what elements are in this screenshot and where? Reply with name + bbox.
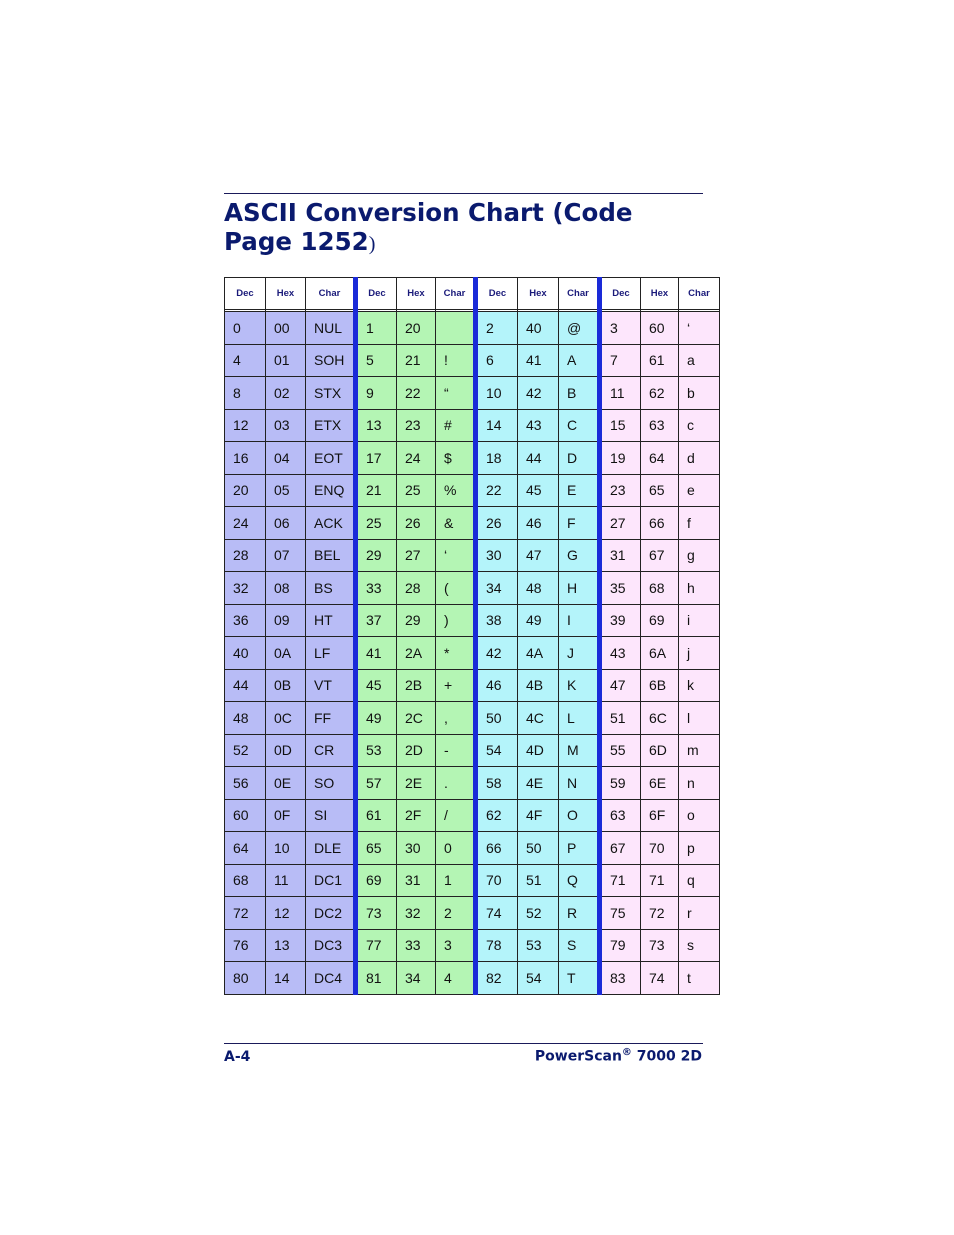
- hex-cell: 6D: [641, 734, 679, 767]
- hex-cell: 4A: [518, 637, 559, 670]
- hex-cell: 23: [397, 409, 436, 442]
- dec-cell: 58: [476, 767, 518, 800]
- page-number: A-4: [224, 1049, 251, 1065]
- table-body: [225, 310, 720, 995]
- table-row: [225, 832, 720, 865]
- header-hex-3: Hex: [518, 278, 559, 310]
- char-cell: q: [679, 864, 720, 897]
- hex-cell: 34: [397, 962, 436, 995]
- dec-cell: 46: [476, 669, 518, 702]
- hex-cell: 2E: [397, 767, 436, 800]
- dec-cell: 55: [600, 734, 641, 767]
- dec-cell: 53: [356, 734, 397, 767]
- char-cell: !: [436, 344, 476, 377]
- char-cell: BEL: [306, 539, 356, 572]
- dec-cell: 3: [600, 312, 641, 345]
- dec-cell: 71: [600, 864, 641, 897]
- hex-cell: 70: [641, 832, 679, 865]
- dec-cell: 47: [600, 669, 641, 702]
- table-row: [225, 409, 720, 442]
- char-cell: 1: [436, 864, 476, 897]
- char-cell: R: [559, 897, 600, 930]
- dec-cell: 36: [225, 604, 266, 637]
- dec-cell: 38: [476, 604, 518, 637]
- hex-cell: 26: [397, 507, 436, 540]
- dec-cell: 39: [600, 604, 641, 637]
- hex-cell: 6A: [641, 637, 679, 670]
- dec-cell: 64: [225, 832, 266, 865]
- char-cell: ,: [436, 702, 476, 735]
- char-cell: H: [559, 572, 600, 605]
- dec-cell: 52: [225, 734, 266, 767]
- dec-cell: 43: [600, 637, 641, 670]
- header-hex-4: Hex: [641, 278, 679, 310]
- header-hex-2: Hex: [397, 278, 436, 310]
- char-cell: &: [436, 507, 476, 540]
- dec-cell: 51: [600, 702, 641, 735]
- table-row: [225, 637, 720, 670]
- dec-cell: 74: [476, 897, 518, 930]
- dec-cell: 20: [225, 474, 266, 507]
- product-brand: PowerScan: [534, 1048, 622, 1065]
- hex-cell: 44: [518, 442, 559, 475]
- char-cell: l: [679, 702, 720, 735]
- table-row: [225, 734, 720, 767]
- dec-cell: 23: [600, 474, 641, 507]
- dec-cell: 42: [476, 637, 518, 670]
- char-cell: [436, 312, 476, 345]
- hex-cell: 22: [397, 377, 436, 410]
- hex-cell: 50: [518, 832, 559, 865]
- hex-cell: 08: [266, 572, 306, 605]
- product-model: 7000 2D: [631, 1048, 702, 1065]
- header-char-1: Char: [306, 278, 356, 310]
- hex-cell: 6E: [641, 767, 679, 800]
- hex-cell: 73: [641, 929, 679, 962]
- table-row: [225, 767, 720, 800]
- char-cell: B: [559, 377, 600, 410]
- hex-cell: 2D: [397, 734, 436, 767]
- char-cell: ACK: [306, 507, 356, 540]
- char-cell: I: [559, 604, 600, 637]
- hex-cell: 01: [266, 344, 306, 377]
- dec-cell: 60: [225, 799, 266, 832]
- dec-cell: 40: [225, 637, 266, 670]
- char-cell: EOT: [306, 442, 356, 475]
- dec-cell: 72: [225, 897, 266, 930]
- char-cell: 4: [436, 962, 476, 995]
- dec-cell: 6: [476, 344, 518, 377]
- char-cell: 2: [436, 897, 476, 930]
- hex-cell: 12: [266, 897, 306, 930]
- header-dec-2: Dec: [356, 278, 397, 310]
- hex-cell: 29: [397, 604, 436, 637]
- hex-cell: 43: [518, 409, 559, 442]
- hex-cell: 45: [518, 474, 559, 507]
- hex-cell: 4D: [518, 734, 559, 767]
- hex-cell: 4E: [518, 767, 559, 800]
- char-cell: a: [679, 344, 720, 377]
- hex-cell: 60: [641, 312, 679, 345]
- dec-cell: 76: [225, 929, 266, 962]
- dec-cell: 30: [476, 539, 518, 572]
- dec-cell: 82: [476, 962, 518, 995]
- hex-cell: 07: [266, 539, 306, 572]
- hex-cell: 47: [518, 539, 559, 572]
- dec-cell: 13: [356, 409, 397, 442]
- char-cell: BS: [306, 572, 356, 605]
- char-cell: b: [679, 377, 720, 410]
- table-row: [225, 572, 720, 605]
- table-row: [225, 442, 720, 475]
- dec-cell: 37: [356, 604, 397, 637]
- char-cell: SO: [306, 767, 356, 800]
- dec-cell: 63: [600, 799, 641, 832]
- char-cell: P: [559, 832, 600, 865]
- hex-cell: 41: [518, 344, 559, 377]
- dec-cell: 67: [600, 832, 641, 865]
- header-dec-4: Dec: [600, 278, 641, 310]
- table-row: [225, 929, 720, 962]
- dec-cell: 11: [600, 377, 641, 410]
- char-cell: $: [436, 442, 476, 475]
- char-cell: FF: [306, 702, 356, 735]
- hex-cell: 03: [266, 409, 306, 442]
- char-cell: DC2: [306, 897, 356, 930]
- table-row: [225, 702, 720, 735]
- table-row: [225, 669, 720, 702]
- char-cell: DLE: [306, 832, 356, 865]
- dec-cell: 21: [356, 474, 397, 507]
- char-cell: HT: [306, 604, 356, 637]
- char-cell: (: [436, 572, 476, 605]
- char-cell: d: [679, 442, 720, 475]
- dec-cell: 7: [600, 344, 641, 377]
- dec-cell: 65: [356, 832, 397, 865]
- char-cell: k: [679, 669, 720, 702]
- header-char-2: Char: [436, 278, 476, 310]
- char-cell: F: [559, 507, 600, 540]
- hex-cell: 0F: [266, 799, 306, 832]
- hex-cell: 6B: [641, 669, 679, 702]
- dec-cell: 57: [356, 767, 397, 800]
- char-cell: +: [436, 669, 476, 702]
- dec-cell: 49: [356, 702, 397, 735]
- hex-cell: 2F: [397, 799, 436, 832]
- char-cell: CR: [306, 734, 356, 767]
- hex-cell: 25: [397, 474, 436, 507]
- dec-cell: 17: [356, 442, 397, 475]
- char-cell: %: [436, 474, 476, 507]
- dec-cell: 19: [600, 442, 641, 475]
- char-cell: A: [559, 344, 600, 377]
- hex-cell: 4B: [518, 669, 559, 702]
- hex-cell: 33: [397, 929, 436, 962]
- dec-cell: 66: [476, 832, 518, 865]
- registered-mark: ®: [621, 1047, 632, 1058]
- hex-cell: 6F: [641, 799, 679, 832]
- char-cell: g: [679, 539, 720, 572]
- dec-cell: 5: [356, 344, 397, 377]
- char-cell: O: [559, 799, 600, 832]
- hex-cell: 00: [266, 312, 306, 345]
- dec-cell: 44: [225, 669, 266, 702]
- table-row: [225, 604, 720, 637]
- char-cell: Q: [559, 864, 600, 897]
- dec-cell: 25: [356, 507, 397, 540]
- char-cell: *: [436, 637, 476, 670]
- hex-cell: 05: [266, 474, 306, 507]
- table-row: [225, 344, 720, 377]
- hex-cell: 27: [397, 539, 436, 572]
- hex-cell: 54: [518, 962, 559, 995]
- dec-cell: 24: [225, 507, 266, 540]
- hex-cell: 13: [266, 929, 306, 962]
- dec-cell: 2: [476, 312, 518, 345]
- char-cell: .: [436, 767, 476, 800]
- char-cell: LF: [306, 637, 356, 670]
- hex-cell: 62: [641, 377, 679, 410]
- hex-cell: 49: [518, 604, 559, 637]
- dec-cell: 61: [356, 799, 397, 832]
- char-cell: K: [559, 669, 600, 702]
- char-cell: #: [436, 409, 476, 442]
- hex-cell: 32: [397, 897, 436, 930]
- char-cell: f: [679, 507, 720, 540]
- dec-cell: 9: [356, 377, 397, 410]
- char-cell: p: [679, 832, 720, 865]
- dec-cell: 31: [600, 539, 641, 572]
- dec-cell: 26: [476, 507, 518, 540]
- hex-cell: 63: [641, 409, 679, 442]
- char-cell: 0: [436, 832, 476, 865]
- hex-cell: 66: [641, 507, 679, 540]
- char-cell: C: [559, 409, 600, 442]
- hex-cell: 4F: [518, 799, 559, 832]
- bottom-rule: [224, 1043, 703, 1044]
- char-cell: o: [679, 799, 720, 832]
- hex-cell: 6C: [641, 702, 679, 735]
- table-row: [225, 474, 720, 507]
- dec-cell: 12: [225, 409, 266, 442]
- dec-cell: 56: [225, 767, 266, 800]
- table-row: [225, 539, 720, 572]
- hex-cell: 72: [641, 897, 679, 930]
- dec-cell: 28: [225, 539, 266, 572]
- hex-cell: 2B: [397, 669, 436, 702]
- dec-cell: 69: [356, 864, 397, 897]
- char-cell: STX: [306, 377, 356, 410]
- char-cell: ‘: [679, 312, 720, 345]
- table-row: [225, 799, 720, 832]
- char-cell: t: [679, 962, 720, 995]
- char-cell: r: [679, 897, 720, 930]
- hex-cell: 11: [266, 864, 306, 897]
- header-char-4: Char: [679, 278, 720, 310]
- hex-cell: 52: [518, 897, 559, 930]
- title-paren: ): [368, 233, 376, 255]
- dec-cell: 75: [600, 897, 641, 930]
- dec-cell: 33: [356, 572, 397, 605]
- dec-cell: 22: [476, 474, 518, 507]
- hex-cell: 2A: [397, 637, 436, 670]
- char-cell: n: [679, 767, 720, 800]
- hex-cell: 68: [641, 572, 679, 605]
- hex-cell: 42: [518, 377, 559, 410]
- hex-cell: 2C: [397, 702, 436, 735]
- char-cell: NUL: [306, 312, 356, 345]
- char-cell: SOH: [306, 344, 356, 377]
- top-rule: [224, 193, 703, 194]
- hex-cell: 46: [518, 507, 559, 540]
- table-header-row: [225, 278, 720, 310]
- dec-cell: 14: [476, 409, 518, 442]
- hex-cell: 0D: [266, 734, 306, 767]
- product-name: [535, 1047, 702, 1065]
- char-cell: E: [559, 474, 600, 507]
- dec-cell: 62: [476, 799, 518, 832]
- char-cell: J: [559, 637, 600, 670]
- dec-cell: 78: [476, 929, 518, 962]
- hex-cell: 24: [397, 442, 436, 475]
- hex-cell: 30: [397, 832, 436, 865]
- dec-cell: 15: [600, 409, 641, 442]
- char-cell: SI: [306, 799, 356, 832]
- dec-cell: 80: [225, 962, 266, 995]
- char-cell: e: [679, 474, 720, 507]
- char-cell: VT: [306, 669, 356, 702]
- page-title: [224, 198, 704, 259]
- table-row: [225, 507, 720, 540]
- char-cell: j: [679, 637, 720, 670]
- char-cell: G: [559, 539, 600, 572]
- hex-cell: 0C: [266, 702, 306, 735]
- char-cell: ): [436, 604, 476, 637]
- hex-cell: 71: [641, 864, 679, 897]
- char-cell: DC4: [306, 962, 356, 995]
- dec-cell: 29: [356, 539, 397, 572]
- char-cell: ETX: [306, 409, 356, 442]
- hex-cell: 0A: [266, 637, 306, 670]
- char-cell: /: [436, 799, 476, 832]
- dec-cell: 70: [476, 864, 518, 897]
- char-cell: i: [679, 604, 720, 637]
- char-cell: 3: [436, 929, 476, 962]
- hex-cell: 69: [641, 604, 679, 637]
- dec-cell: 77: [356, 929, 397, 962]
- dec-cell: 41: [356, 637, 397, 670]
- hex-cell: 65: [641, 474, 679, 507]
- char-cell: D: [559, 442, 600, 475]
- dec-cell: 54: [476, 734, 518, 767]
- hex-cell: 64: [641, 442, 679, 475]
- char-cell: “: [436, 377, 476, 410]
- char-cell: m: [679, 734, 720, 767]
- hex-cell: 10: [266, 832, 306, 865]
- hex-cell: 28: [397, 572, 436, 605]
- char-cell: DC1: [306, 864, 356, 897]
- hex-cell: 4C: [518, 702, 559, 735]
- dec-cell: 0: [225, 312, 266, 345]
- hex-cell: 04: [266, 442, 306, 475]
- char-cell: S: [559, 929, 600, 962]
- dec-cell: 79: [600, 929, 641, 962]
- hex-cell: 09: [266, 604, 306, 637]
- char-cell: L: [559, 702, 600, 735]
- dec-cell: 48: [225, 702, 266, 735]
- dec-cell: 16: [225, 442, 266, 475]
- dec-cell: 68: [225, 864, 266, 897]
- header-dec-3: Dec: [476, 278, 518, 310]
- table-row: [225, 864, 720, 897]
- dec-cell: 32: [225, 572, 266, 605]
- dec-cell: 34: [476, 572, 518, 605]
- hex-cell: 02: [266, 377, 306, 410]
- title-main: ASCII Conversion Chart (Code Page 1252: [224, 198, 633, 256]
- hex-cell: 20: [397, 312, 436, 345]
- char-cell: c: [679, 409, 720, 442]
- hex-cell: 14: [266, 962, 306, 995]
- dec-cell: 50: [476, 702, 518, 735]
- char-cell: s: [679, 929, 720, 962]
- char-cell: DC3: [306, 929, 356, 962]
- hex-cell: 67: [641, 539, 679, 572]
- hex-cell: 48: [518, 572, 559, 605]
- header-char-3: Char: [559, 278, 600, 310]
- table-row: [225, 897, 720, 930]
- char-cell: ENQ: [306, 474, 356, 507]
- table-row: [225, 312, 720, 345]
- dec-cell: 59: [600, 767, 641, 800]
- dec-cell: 35: [600, 572, 641, 605]
- hex-cell: 21: [397, 344, 436, 377]
- dec-cell: 45: [356, 669, 397, 702]
- char-cell: ‘: [436, 539, 476, 572]
- hex-cell: 61: [641, 344, 679, 377]
- hex-cell: 40: [518, 312, 559, 345]
- char-cell: h: [679, 572, 720, 605]
- dec-cell: 4: [225, 344, 266, 377]
- header-dec-1: Dec: [225, 278, 266, 310]
- dec-cell: 1: [356, 312, 397, 345]
- dec-cell: 73: [356, 897, 397, 930]
- header-hex-1: Hex: [266, 278, 306, 310]
- dec-cell: 18: [476, 442, 518, 475]
- dec-cell: 8: [225, 377, 266, 410]
- hex-cell: 53: [518, 929, 559, 962]
- dec-cell: 10: [476, 377, 518, 410]
- ascii-conversion-table: [224, 277, 720, 995]
- dec-cell: 83: [600, 962, 641, 995]
- dec-cell: 27: [600, 507, 641, 540]
- hex-cell: 51: [518, 864, 559, 897]
- char-cell: M: [559, 734, 600, 767]
- table-row: [225, 962, 720, 995]
- hex-cell: 31: [397, 864, 436, 897]
- hex-cell: 0E: [266, 767, 306, 800]
- char-cell: -: [436, 734, 476, 767]
- char-cell: @: [559, 312, 600, 345]
- dec-cell: 81: [356, 962, 397, 995]
- hex-cell: 06: [266, 507, 306, 540]
- char-cell: N: [559, 767, 600, 800]
- char-cell: T: [559, 962, 600, 995]
- hex-cell: 0B: [266, 669, 306, 702]
- table-row: [225, 377, 720, 410]
- hex-cell: 74: [641, 962, 679, 995]
